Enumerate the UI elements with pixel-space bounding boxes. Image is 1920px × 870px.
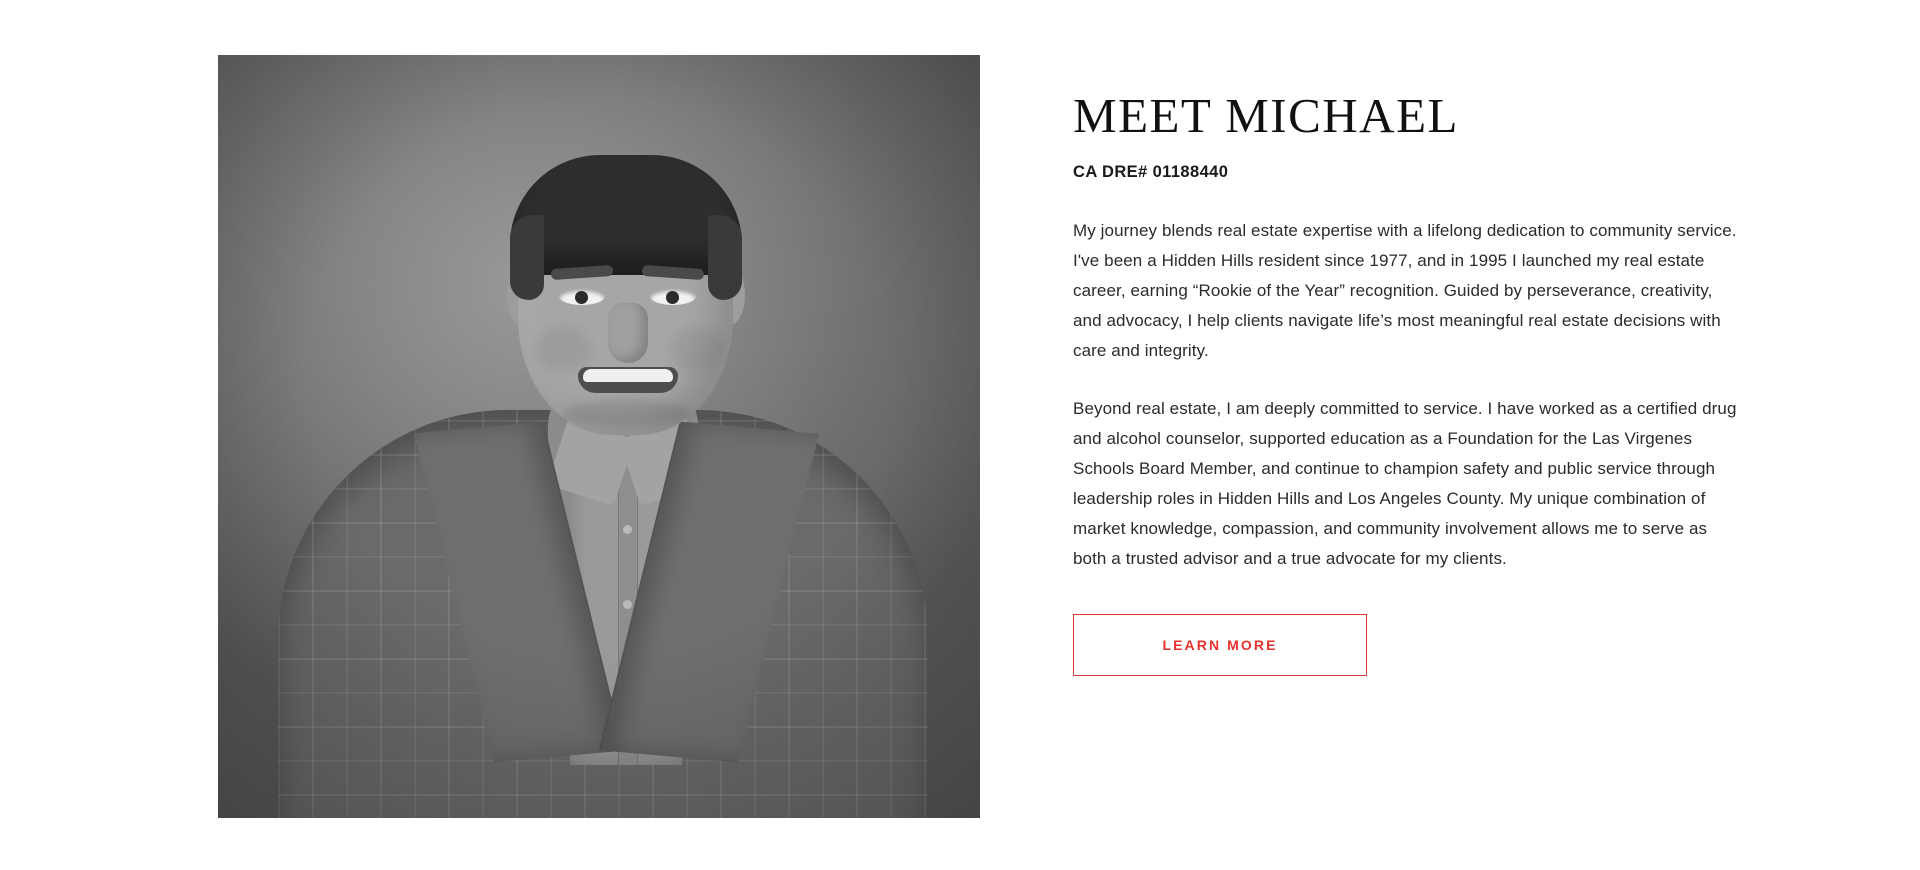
bio-paragraph-2: Beyond real estate, I am deeply committed to service. I have worked as a certified drug and alcohol counselor, supported education as a Foundation for the Las Virgenes Schools Board Member, and continue to champion safety and public service through leadership roles in Hidden Hills and Los Angeles County. My unique combination of market knowledge, compassion, and community involvement allows me to serve as both a trusted advisor and a true advocate for my clients.: [1073, 399, 1737, 569]
license-number: CA DRE# 01188440: [1073, 163, 1229, 182]
bio-paragraph-1: My journey blends real estate expertise with a lifelong dedication to community service. I've been a Hidden Hills resident since 1977, and in 1995 I launched my real estate career, earning “Rookie of the Year” recognition. Guided by perseverance, creativity, and advocacy, I help clients navigate life’s most meaningful real estate decisions with care and integrity.: [1073, 221, 1737, 361]
agent-bio-content: [1073, 90, 1753, 676]
agent-portrait-photo: [218, 55, 980, 818]
page-title: MEET MICHAEL: [1073, 88, 1459, 143]
photo-vignette: [218, 55, 980, 818]
portrait-illustration: [218, 55, 980, 818]
learn-more-button[interactable]: LEARN MORE: [1073, 614, 1367, 676]
